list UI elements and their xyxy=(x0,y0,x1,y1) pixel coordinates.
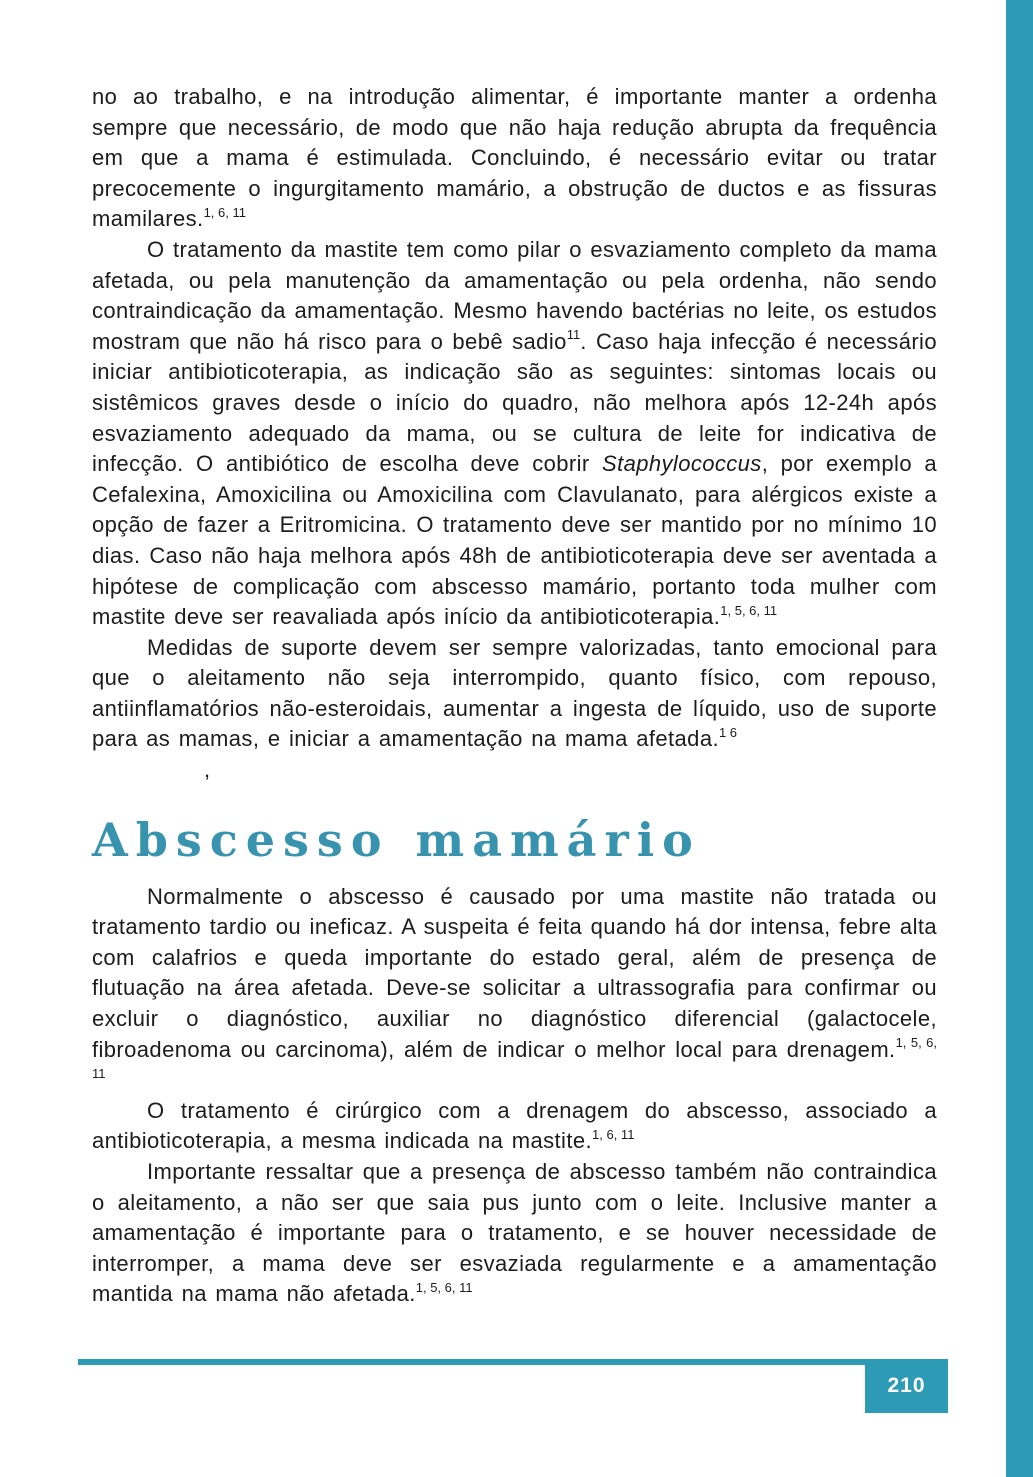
paragraphs-after-heading xyxy=(92,882,937,1310)
body-text xyxy=(92,82,937,1310)
paragraph: Normalmente o abscesso é causado por uma mastite não tratada ou tratamento tardio ou ineficaz. A suspeita é feita quando há dor intensa, febre alta com calafrios e queda importante do estado geral, além de presença de flutuação na área afetada. Deve-se solicitar a ultrassografia para confirmar ou excluir o diagnóstico, auxiliar no diagnóstico diferencial (galactocele, fibroadenoma ou carcinoma), além de indicar o melhor local para drenagem.$^{1, 5, 6, 11}$ xyxy=(92,883,937,1081)
paragraph: , xyxy=(204,757,211,783)
paragraph: Medidas de suporte devem ser sempre valorizadas, tanto emocional para que o aleitamento não seja interrompido, quanto físico, com repouso, antiinflamatórios não-esteroidais, aumentar a ingesta de líquido, uso de suporte para as mamas, e iniciar a amamentação na mama afetada.$^{1 6}$ xyxy=(92,634,937,752)
paragraph: Importante ressaltar que a presença de abscesso também não contraindica o aleitamento, a não ser que saia pus junto com o leite. Inclusive manter a amamentação é importante para o tratamento, e se houver necessidade de interromper, a mama deve ser esvaziada regularmente e a amamentação mantida na mama não afetada.$^{1, 5, 6, 11}$ xyxy=(92,1159,937,1307)
page-number-box xyxy=(865,1359,948,1413)
page-number: 210 xyxy=(887,1374,926,1397)
section-heading: Abscesso mamário xyxy=(92,812,701,867)
paragraph: O tratamento é cirúrgico com a drenagem do abscesso, associado a antibioticoterapia, a mesma indicada na mastite.$^{1, 6, 11}$ xyxy=(92,1097,937,1154)
paragraph: O tratamento da mastite tem como pilar o esvaziamento completo da mama afetada, ou pela manutenção da amamentação ou pela ordenha, não sendo contraindicação da amamentação. Mesmo havendo bactérias no leite, os estudos mostram que não há risco para o bebê sadio$^{11}$. Caso haja infecção é necessário iniciar antibioticoterapia, as indicação são as seguintes: sintomas locais ou sistêmicos graves desde o início do quadro, não melhora após 12-24h após esvaziamento adequado da mama, ou se cultura de leite for indicativa de infecção. O antibiótico de escolha deve cobrir Staphylococcus, por exemplo a Cefalexina, Amoxicilina ou Amoxicilina com Clavulanato, para alérgicos existe a opção de fazer a Eritromicina. O tratamento deve ser mantido por no mínimo 10 dias. Caso não haja melhora após 48h de antibioticoterapia deve ser aventada a hipótese de complicação com abscesso mamário, portanto toda mulher com mastite deve ser reavaliada após início da antibioticoterapia.$^{1, 5, 6, 11}$ xyxy=(92,236,937,630)
right-edge-bar xyxy=(1006,0,1033,1477)
paragraphs-before-heading xyxy=(92,82,937,786)
footer-rule xyxy=(78,1359,865,1365)
paragraph: no ao trabalho, e na introdução alimentar, é importante manter a ordenha sempre que necessário, de modo que não haja redução abrupta da frequência em que a mama é estimulada. Concluindo, é necessário evitar ou tratar precocemente o ingurgitamento mamário, a obstrução de ductos e as fissuras mamilares.$^{1, 6, 11}$ xyxy=(92,84,937,232)
